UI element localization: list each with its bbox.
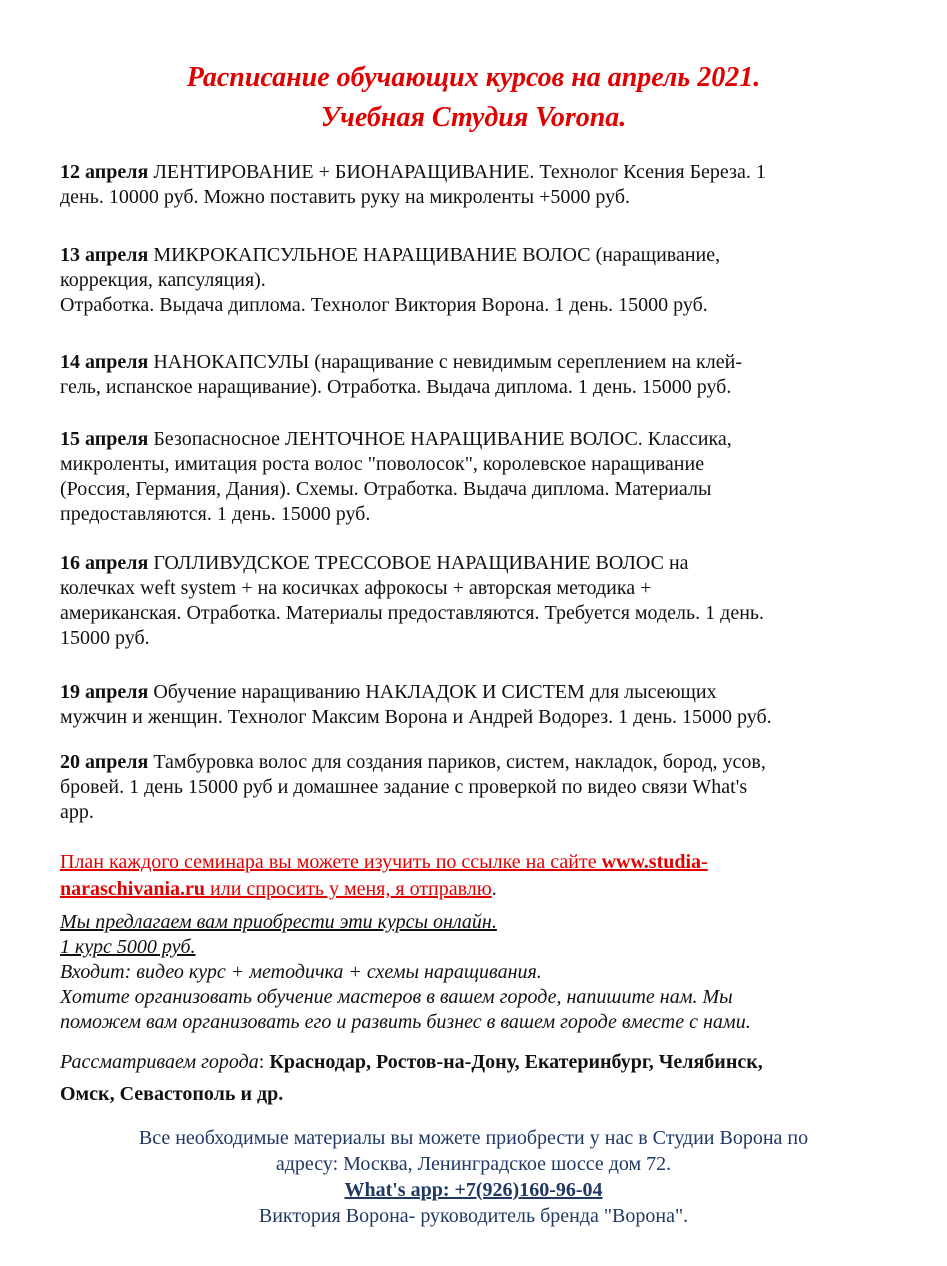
online-price: 1 курс 5000 руб. xyxy=(60,936,196,958)
course-text: Тамбуровка волос для создания париков, систем, накладок, бород, усов, xyxy=(148,751,766,773)
course-text: Обучение наращиванию НАКЛАДОК И СИСТЕМ для лысеющих xyxy=(148,681,717,703)
cities-list: Омск, Севастополь и др. xyxy=(60,1083,284,1105)
course-item xyxy=(60,350,905,400)
title-line-1: Расписание обучающих курсов на апрель 2021. xyxy=(186,62,761,93)
plan-paragraph xyxy=(60,849,910,903)
course-text: гель, испанское наращивание). Отработка. Выдача диплома. 1 день. 15000 руб. xyxy=(60,376,732,398)
course-text: НАНОКАПСУЛЫ (наращивание с невидимым сереплением на клей- xyxy=(148,351,742,373)
course-date: 15 апреля xyxy=(60,428,149,450)
course-text: ЛЕНТИРОВАНИЕ + БИОНАРАЩИВАНИЕ. Технолог Ксения Береза. 1 xyxy=(148,161,766,183)
course-text: микроленты, имитация роста волос "поволосок", королевское наращивание xyxy=(60,453,705,475)
course-item xyxy=(60,427,905,527)
footer xyxy=(40,1125,907,1229)
course-date: 14 апреля xyxy=(60,351,149,373)
cities-label: Рассматриваем города xyxy=(60,1051,259,1073)
footer-signature: Виктория Ворона- руководитель бренда "Ворона". xyxy=(258,1205,689,1227)
site-link[interactable]: www.studia- xyxy=(601,851,708,873)
course-item xyxy=(60,243,905,318)
course-text: Отработка. Выдача диплома. Технолог Виктория Ворона. 1 день. 15000 руб. xyxy=(60,294,708,316)
cities-colon: : xyxy=(258,1051,270,1073)
course-date: 19 апреля xyxy=(60,681,149,703)
online-offer-text: Мы предлагаем вам приобрести эти курсы онлайн. xyxy=(60,911,497,933)
plan-text: План каждого семинара вы можете изучить по ссылке на сайте xyxy=(60,851,602,873)
course-date: 12 апреля xyxy=(60,161,149,183)
course-text: колечках weft system + на косичках афрокосы + авторская методика + xyxy=(60,577,652,599)
course-text: ГОЛЛИВУДСКОЕ ТРЕССОВОЕ НАРАЩИВАНИЕ ВОЛОС на xyxy=(148,552,689,574)
online-includes: Входит: видео курс + методичка + схемы наращивания. xyxy=(60,961,542,983)
course-item xyxy=(60,160,905,210)
course-text: американская. Отработка. Материалы предоставляются. Требуется модель. 1 день. xyxy=(60,602,765,624)
course-text: мужчин и женщин. Технолог Максим Ворона и Андрей Водорез. 1 день. 15000 руб. xyxy=(60,706,772,728)
organize-text: Хотите организовать обучение мастеров в вашем городе, напишите нам. Мы xyxy=(60,986,733,1008)
title-line-2: Учебная Студия Vorona. xyxy=(320,102,627,133)
course-date: 16 апреля xyxy=(60,552,149,574)
course-text: (Россия, Германия, Дания). Схемы. Отработка. Выдача диплома. Материалы xyxy=(60,478,712,500)
course-text: Безопасносное ЛЕНТОЧНОЕ НАРАЩИВАНИЕ ВОЛОС. Классика, xyxy=(148,428,732,450)
footer-address: адресу: Москва, Ленинградское шоссе дом 72. xyxy=(275,1153,672,1175)
site-link[interactable]: naraschivania.ru xyxy=(60,878,206,900)
footer-text: Все необходимые материалы вы можете приобрести у нас в Студии Ворона по xyxy=(138,1127,809,1149)
organize-text: поможем вам организовать его и развить бизнес в вашем городе вместе с нами. xyxy=(60,1011,751,1033)
course-text: бровей. 1 день 15000 руб и домашнее задание с проверкой по видео связи What's xyxy=(60,776,748,798)
course-text: МИКРОКАПСУЛЬНОЕ НАРАЩИВАНИЕ ВОЛОС (наращивание, xyxy=(148,244,721,266)
plan-dot: . xyxy=(491,878,497,900)
course-date: 13 апреля xyxy=(60,244,149,266)
online-offer xyxy=(60,910,910,1035)
cities-list: Краснодар, Ростов-на-Дону, Екатеринбург, Челябинск, xyxy=(269,1051,763,1073)
course-text: коррекция, капсуляция). xyxy=(60,269,266,291)
course-item xyxy=(60,551,905,651)
cities xyxy=(60,1046,910,1110)
course-text: день. 10000 руб. Можно поставить руку на микроленты +5000 руб. xyxy=(60,186,631,208)
course-text: предоставляются. 1 день. 15000 руб. xyxy=(60,503,371,525)
course-item xyxy=(60,750,905,825)
course-text: app. xyxy=(60,801,94,823)
course-date: 20 апреля xyxy=(60,751,149,773)
page-title xyxy=(0,58,947,138)
course-text: 15000 руб. xyxy=(60,627,150,649)
course-item xyxy=(60,680,905,730)
whatsapp-phone-link[interactable]: What's app: +7(926)160-96-04 xyxy=(344,1179,603,1201)
plan-text: или спросить у меня, я отправлю xyxy=(205,878,492,900)
